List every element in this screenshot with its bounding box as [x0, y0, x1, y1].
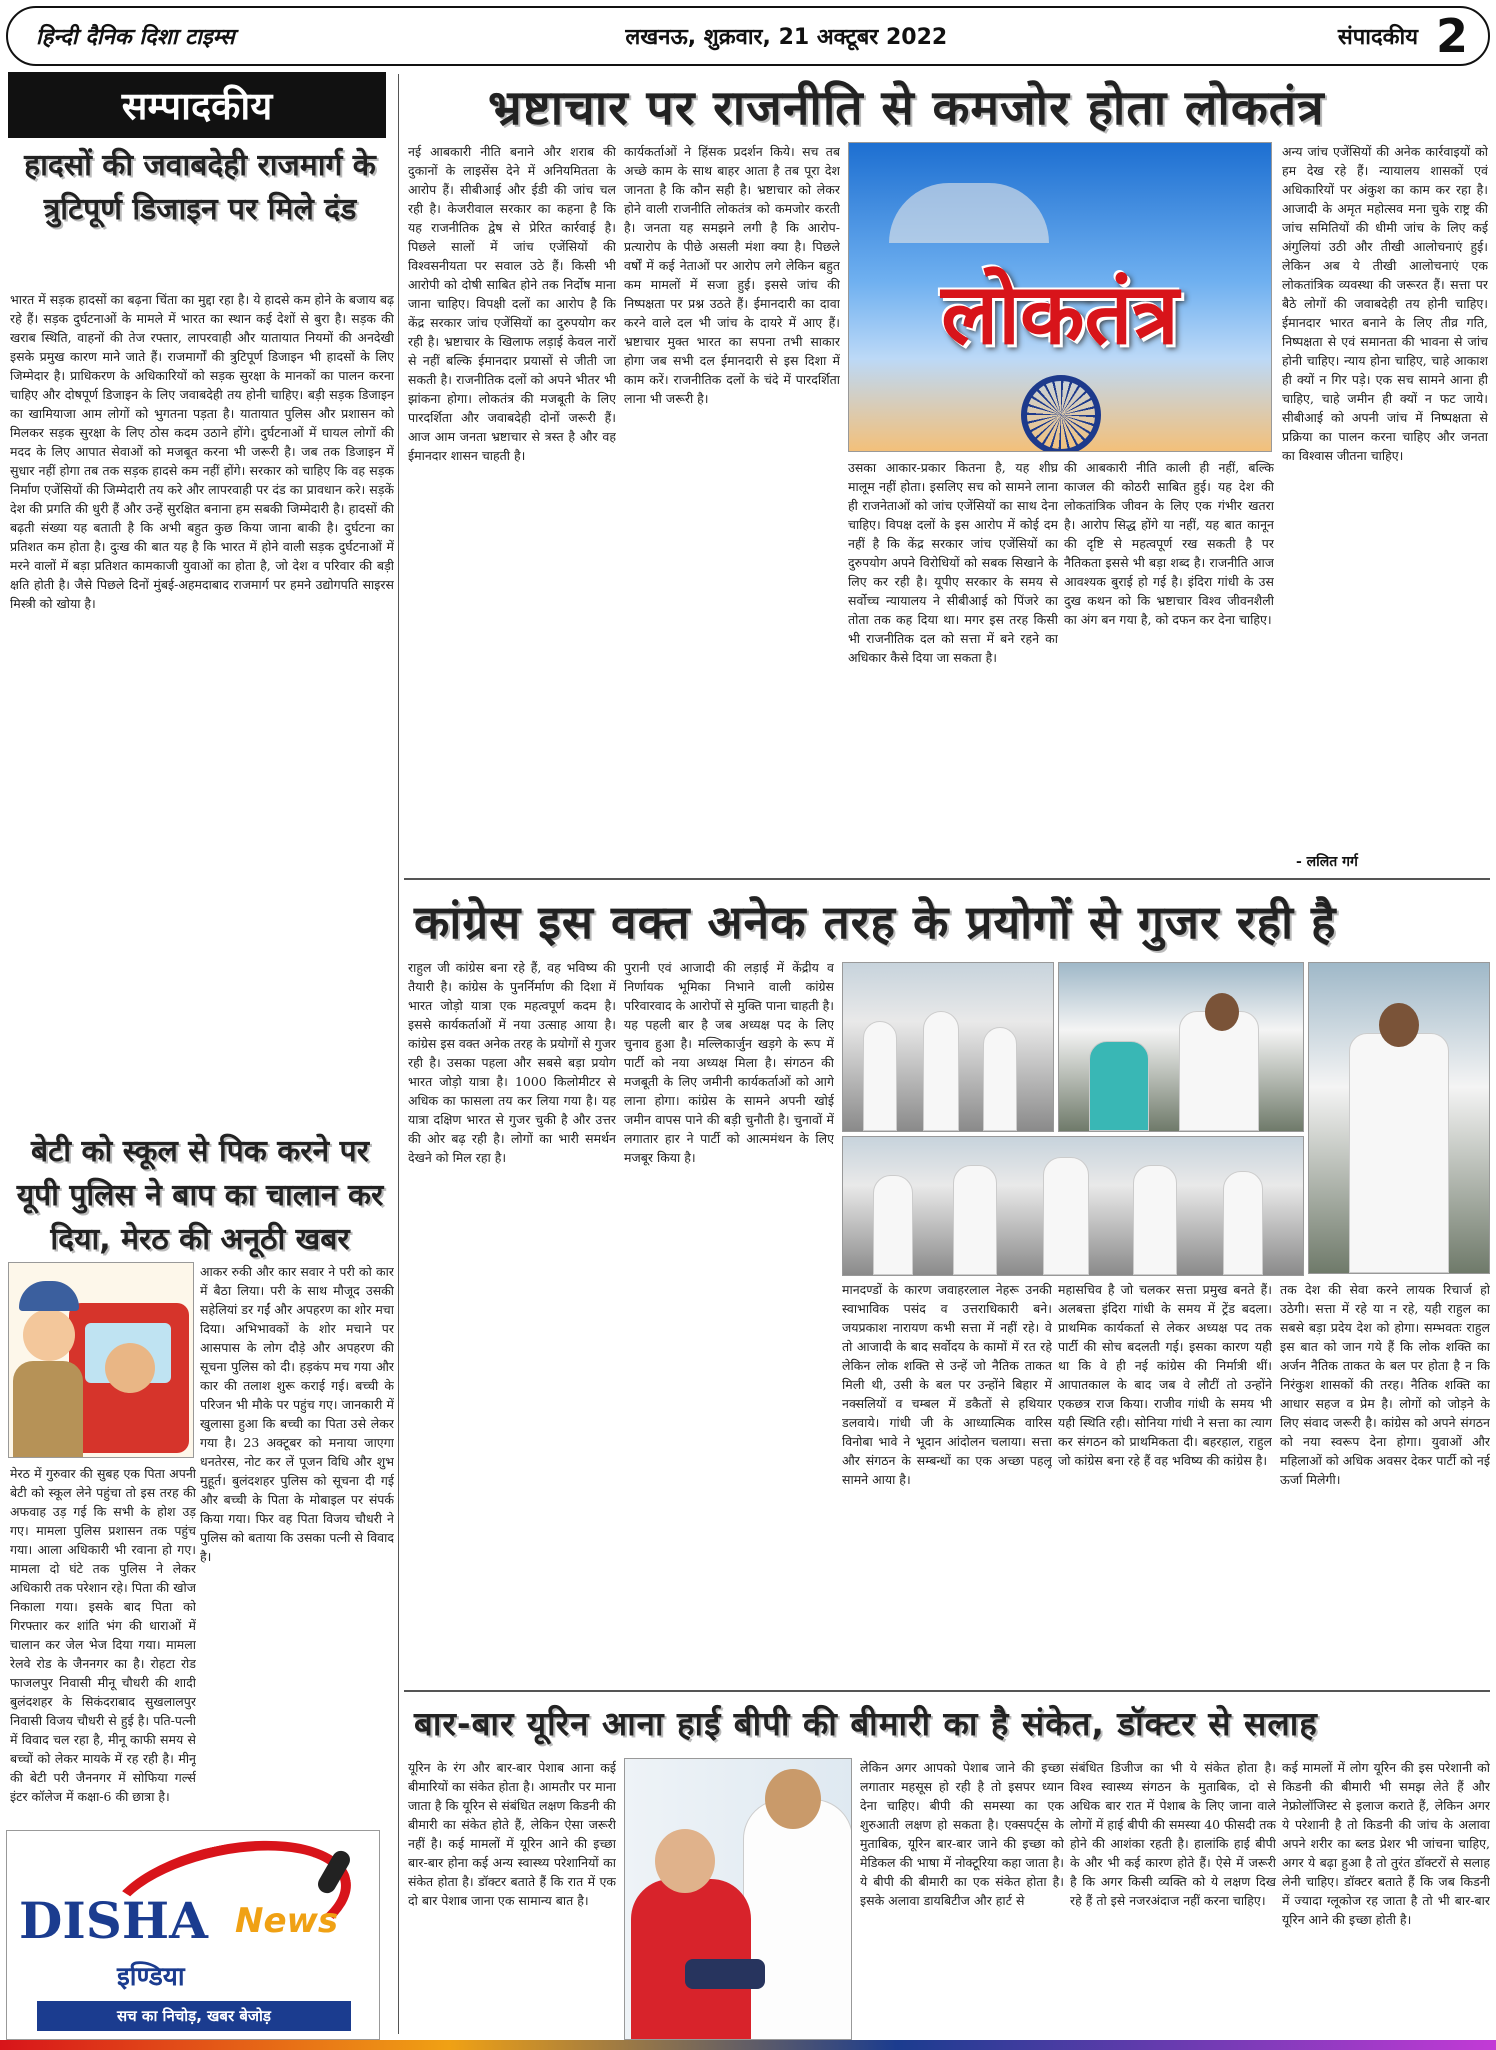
parliament-dome: [889, 183, 1049, 243]
editorial-headline: हादसों की जवाबदेही राजमार्ग के त्रुटिपूर्ण डिजाइन पर मिले दंड: [24, 148, 376, 227]
logo-word-disha: DISHA: [19, 1891, 208, 1950]
author-byline: - ललित गर्ग: [1296, 854, 1358, 870]
health-col-3: संबंधित डिजीज का भी ये संकेत होता है। विश्व स्वास्थ्य संगठन के मुताबिक, दो से अधिक बार रात में पेशाब के लिए जाना वाले लोगों में हाई बीपी की समस्या 40 फीसदी तक होने की आशंका रहती है। हालांकि हाई बीपी के और भी कई कारण होते हैं। ऐसे में जरूरी है कि अगर किसी व्यक्ति को ये लक्षण दिख रहे हैं तो इसे नजरअंदाज नहीं करना चाहिए।: [1070, 1760, 1276, 1908]
section-divider: [404, 878, 1490, 880]
health-col-4: कई मामलों में लोग यूरिन की इस परेशानी को किडनी की बीमारी भी समझ लेते हैं और नेफ्रोलॉजिस्ट से इलाज कराते हैं, लेकिन अगर ये परेशानी है तो किडनी की जांच के अलावा अपने शरीर का ब्लड प्रेशर भी जांचना चाहिए, अगर ये बढ़ा हुआ है तो तुरंत डॉक्टरों से सलाह लेनी चाहिए। डॉक्टर बताते हैं कि जब किडनी में ज्यादा ग्लूकोज रह जाता है तो भी बार-बार यूरिन आने की इच्छा होती है।: [1282, 1760, 1490, 1927]
health-headline: बार-बार यूरिन आना हाई बीपी की बीमारी का है संकेत, डॉक्टर से सलाह: [414, 1704, 1318, 1743]
congress-col-5: तक देश की सेवा करने लायक रिचार्ज हो उठेगी। सत्ता में रहे या न रहे, यही राहुल का सबसे बड़ा प्रदेय देश को होगा। सम्भवतः राहुल इस बात को जान गये हैं कि लोक शक्ति का अर्जन नैतिक ताकत के बल पर होता है न कि निरंकुश शासकों की तरह। नैतिक शक्ति का आधार सहज व प्रेम है। लोगों को जोड़ने के लिए संवाद जरूरी है। कांग्रेस को अपने संगठन को नया स्वरूप देना होगा। युवाओं और महिलाओं को अधिक अवसर देकर पार्टी को नई ऊर्जा मिलेगी।: [1280, 1282, 1490, 1487]
yatra-photo-3: [1308, 962, 1490, 1274]
marcher: [923, 1011, 959, 1131]
main-headline: भ्रष्टाचार पर राजनीति से कमजोर होता लोकतंत्र: [488, 80, 1325, 136]
doctor-head: [765, 1769, 821, 1829]
masthead: [6, 6, 1490, 66]
congress-col-3: मानदण्डों के कारण जवाहरलाल नेहरू उनकी स्वाभाविक पसंद व उत्तराधिकारी बने। जयप्रकाश नारायण कभी सत्ता में नहीं रहे। वे तो आजादी के बाद सर्वोदय के कामों में रत रहे लेकिन लोक शक्ति से उन्हें जो नैतिक ताकत मिली थी, उसी के बल पर उन्होंने बिहार में नक्सलियों व चम्बल में डकैतों से हथियार डलवाये। गांधी जी के आध्यात्मिक वारिस विनोबा भावे ने भूदान आंदोलन चलाया। सत्ता और संगठन के सम्बन्धों का एक अच्छा पहलू सामने आया है।: [842, 1282, 1052, 1487]
cop-hat: [19, 1281, 79, 1311]
date-line: लखनऊ, शुक्रवार, 21 अक्टूबर 2022: [625, 25, 948, 50]
marcher: [873, 1175, 913, 1275]
leader-head: [1205, 993, 1239, 1031]
paper-name: हिन्दी दैनिक दिशा टाइम्स: [36, 25, 235, 50]
leader: [1349, 1033, 1449, 1273]
doctor-coat: [743, 1799, 852, 2040]
doctor-bp-image: [624, 1758, 852, 2040]
ashoka-chakra-icon: [1021, 375, 1101, 452]
editorial-body: भारत में सड़क हादसों का बढ़ना चिंता का मुद्दा रहा है। ये हादसे कम होने के बजाय बढ़ रहे हैं। सड़क दुर्घटनाओं के मामले में भारत का स्थान कई देशों से बुरा है। सड़क की खराब स्थिति, वाहनों की तेज रफ्तार, लापरवाही और यातायात नियमों की अनदेखी इसके प्रमुख कारण माने जाते हैं। राजमार्गों की त्रुटिपूर्ण डिजाइन भी हादसों के लिए जिम्मेदार है। प्राधिकरण के अधिकारियों को सड़क सुरक्षा के मानकों का पालन करना चाहिए और दोषपूर्ण डिजाइन के लिए जवाबदेही तय होनी चाहिए। बड़ी सड़क डिजाइन का खामियाजा आम लोगों को भुगतना पड़ता है। यातायात पुलिस और प्रशासन को मिलकर सड़क सुरक्षा के लिए ठोस कदम उठाने होंगे। दुर्घटनाओं में घायल लोगों की मदद के लिए आपात सेवाओं को मजबूत करना भी जरूरी है। जब तक डिजाइन में सुधार नहीं होगा तब तक सड़क हादसे कम नहीं होंगे। सरकार को चाहिए कि वह सड़क निर्माण एजेंसियों की जिम्मेदारी तय करे और लापरवाही पर दंड का प्रावधान करे। सड़कें देश की प्रगति की धुरी हैं और उन्हें सुरक्षित बनाना हम सबकी जिम्मेदारी है। हादसों की बढ़ती संख्या यह बताती है कि अभी बहुत कुछ किया जाना बाकी है। दुर्घटना का प्रतिशत कम होता है। दुःख की बात यह है कि भारत में होने वाली सड़क दुर्घटनाओं में मरने वालों में बड़ा प्रतिशत कामकाजी युवाओं का होता है, जो देश व परिवार की बड़ी क्षति होती है। जैसे पिछले दिनों मुंबई-अहमदाबाद राजमार्ग पर हमने उद्योगपति साइरस मिस्त्री को खोया है।: [10, 292, 394, 611]
marcher: [1223, 1171, 1263, 1275]
leader-head: [1379, 1003, 1419, 1047]
main-col-1: नई आबकारी नीति बनाने और शराब की दुकानों के लाइसेंस देने में अनियमितता के आरोप हैं। सीबीआई और ईडी की जांच चल रही है। केजरीवाल सरकार का कहना है कि यह राजनीतिक द्वेष से प्रेरित कार्रवाई है। पिछले सालों में जांच एजेंसियों की विश्वसनीयता पर सवाल उठे हैं। किसी भी आरोपी को दोषी साबित होने तक निर्दोष माना जाना चाहिए। विपक्षी दलों का आरोप है कि केंद्र सरकार जांच एजेंसियों का दुरुपयोग कर रही है। भ्रष्टाचार के खिलाफ लड़ाई केवल नारों से नहीं बल्कि ईमानदार प्रयासों से जीती जा सकती है। राजनीतिक दलों को अपने भीतर भी झांकना होगा। लोकतंत्र की मजबूती के लिए पारदर्शिता और जवाबदेही दोनों जरूरी हैं। आज आम जनता भ्रष्टाचार से त्रस्त है और वह ईमानदार शासन चाहती है।: [408, 144, 616, 463]
loktantra-text: लोकतंत्र: [941, 265, 1179, 363]
logo-tagline: सच का निचोड़, खबर बेजोड़: [37, 2001, 351, 2031]
main-col-2: कार्यकर्ताओं ने हिंसक प्रदर्शन किये। सच तब अच्छे काम के साथ बाहर आता है तब पूरा देश जानता है कि कौन सही है। भ्रष्टाचार को लेकर होने वाली राजनीति लोकतंत्र को कमजोर करती है। जनता यह समझने लगी है कि आरोप-प्रत्यारोप के पीछे असली मंशा क्या है। पिछले वर्षों में कई नेताओं पर आरोप लगे लेकिन बहुत कम मामलों में सजा हुई। इससे जांच की निष्पक्षता पर प्रश्न उठते हैं। ईमानदारी का दावा करने वाले दल भी जांच के दायरे में आए हैं। भ्रष्टाचार मुक्त भारत का सपना तभी साकार होगा जब सभी दल ईमानदारी से इस दिशा में काम करें। राजनीतिक दलों के चंदे में पारदर्शिता लाना भी जरूरी है।: [624, 144, 840, 406]
disha-news-logo: [6, 1830, 380, 2040]
police-cartoon: [8, 1262, 194, 1458]
section-divider: [404, 1690, 1490, 1692]
section-label: संपादकीय: [1337, 25, 1418, 50]
yatra-photo-4: [842, 1136, 1304, 1276]
news-headline: बेटी को स्कूल से पिक करने पर यूपी पुलिस ने बाप का चालान कर दिया, मेरठ की अनूठी खबर: [16, 1134, 384, 1257]
loktantra-image: [848, 142, 1272, 452]
health-col-2: लेकिन अगर आपको पेशाब जाने की इच्छा लगातार महसूस हो रही है तो इसपर ध्यान देना चाहिए। बीपी की समस्या का एक शुरुआती लक्षण हो सकता है। एक्सपर्ट्स के मुताबिक, यूरिन बार-बार जाने की इच्छा को मेडिकल की भाषा में नोक्टूरिया कहा जाता है। ये बीपी की बीमारी का एक संकेत होता है। इसके अलावा डायबिटीज और हार्ट से: [860, 1760, 1064, 1908]
congress-col-1: राहुल जी कांग्रेस बना रहे हैं, वह भविष्य की तैयारी है। कांग्रेस के पुनर्निर्माण की दिशा में भारत जोड़ो यात्रा एक महत्वपूर्ण कदम है। इससे कार्यकर्ताओं में नया उत्साह आया है। कांग्रेस इस वक्त अनेक तरह के प्रयोगों से गुजर रही है। उसका पहला और सबसे बड़ा प्रयोग भारत जोड़ो यात्रा है। 1000 किलोमीटर से अधिक का फासला तय कर लिया गया है। यह यात्रा दक्षिण भारत से गुजर चुकी है और उत्तर की ओर बढ़ रही है। लोगों का भारी समर्थन देखने को मिल रहा है।: [408, 960, 616, 1165]
yatra-photo-1: [842, 962, 1054, 1132]
girl: [1089, 1041, 1149, 1131]
patient-head: [655, 1829, 715, 1893]
cop-body: [13, 1361, 83, 1458]
bottom-color-strip: [0, 2040, 1496, 2050]
news-body-a: मेरठ में गुरुवार की सुबह एक पिता अपनी बेटी को स्कूल लेने पहुंचा तो इस तरह की अफवाह उड़ गई कि सभी के होश उड़ गए। मामला पुलिस प्रशासन तक पहुंच गया। आला अधिकारी भी रवाना हो गए। मामला दो घंटे तक पुलिस ने लेकर अधिकारी तक परेशान रहे। पिता की खोज निकाला गया। इसके बाद पिता को गिरफ्तार कर शांति भंग की धाराओं में चालान कर जेल भेज दिया गया। मामला रेलवे रोड के जैननगर का है। रोहटा रोड फाजलपुर निवासी मीनू चौधरी की शादी बुलंदशहर के सिकंदराबाद सुखलालपुर निवासी विजय चौधरी से हुई है। पति-पत्नी में विवाद चल रहा है, मीनू काफी समय से बच्चों को लेकर मायके में रह रही है। मीनू की बेटी परी जैननगर में सोफिया गर्ल्स इंटर कॉलेज में कक्षा-6 की छात्रा है।: [10, 1466, 196, 1804]
marcher: [1133, 1165, 1177, 1275]
column-rule: [398, 74, 399, 2034]
section-box: सम्पादकीय: [8, 72, 386, 138]
logo-word-news: News: [235, 1901, 339, 1941]
congress-headline: कांग्रेस इस वक्त अनेक तरह के प्रयोगों से गुजर रही है: [414, 895, 1337, 949]
page-number: 2: [1435, 9, 1468, 63]
main-col-3: उसका आकार-प्रकार कितना है, यह शीघ्र मालूम नहीं होता। इसलिए सच को सामने लाना ही राजनेताओं को जांच एजेंसियों का साथ देना चाहिए। विपक्ष दलों के इस आरोप में कोई दम नहीं है कि केंद्र सरकार जांच एजेंसियों का दुरुपयोग अपने विरोधियों को सबक सिखाने के लिए कर रही है। यूपीए सरकार के समय से सर्वोच्च न्यायालय ने सीबीआई को पिंजरे का तोता तक कह दिया था। मगर इस तरह किसी भी राजनीतिक दल को सत्ता में बने रहने का अधिकार कैसे दिया जा सकता है।: [848, 460, 1058, 665]
news-body-b: आकर रुकी और कार सवार ने परी को कार में बैठा लिया। परी के साथ मौजूद उसकी सहेलियां डर गईं और अपहरण का शोर मचा दिया। अभिभावकों के शोर मचाने पर आसपास के लोग दौड़े और अपहरण की सूचना पुलिस को दी। हड़कंप मच गया और कार की तलाश शुरू कराई गई। बच्ची के परिजन भी मौके पर पहुंच गए। जानकारी में खुलासा हुआ कि बच्ची का पिता उसे लेकर गया है। 23 अक्टूबर को मनाया जाएगा धनतेरस, नोट कर लें पूजन विधि और शुभ मुहूर्त। बुलंदशहर पुलिस को सूचना दी गई और बच्ची के पिता के मोबाइल पर संपर्क किया गया। फिर वह पिता विजय चौधरी ने पुलिस को बताया कि उसका पत्नी से विवाद है।: [200, 1264, 394, 1564]
yatra-photo-2: [1058, 962, 1304, 1132]
driver-face: [105, 1343, 155, 1393]
marcher: [953, 1165, 997, 1275]
logo-word-india: इण्डिया: [117, 1962, 185, 1992]
main-col-4: की आबकारी नीति काली ही नहीं, बल्कि काजल की कोठरी साबित हुई। यह देश की लोकतांत्रिक जीवन के लिए एक गंभीर खतरा है। आरोप सिद्ध होंगे या नहीं, यह बात कानून की दृष्टि से महत्वपूर्ण रख सकती है पर नैतिकता इससे भी बड़ा शब्द है। राजनीति आज आवश्यक बुराई हो गई है। इंदिरा गांधी के उस दुख कथन को कि भ्रष्टाचार विश्व जीवनशैली का अंग बन गया है, को दफन कर देना चाहिए।: [1064, 460, 1274, 627]
health-col-1: यूरिन के रंग और बार-बार पेशाब आना कई बीमारियों का संकेत होता है। आमतौर पर माना जाता है कि यूरिन से संबंधित लक्षण किडनी की बीमारी का संकेत होते हैं, लेकिन ऐसा जरूरी नहीं है। कई मामलों में यूरिन आने की इच्छा बार-बार होना कई अन्य स्वास्थ्य परेशानियों का संकेत होता है। डॉक्टर बताते हैं कि रात में एक दो बार पेशाब जाना एक सामान्य बात है।: [408, 1760, 616, 1908]
cop-face: [23, 1309, 75, 1361]
marcher: [983, 1027, 1017, 1131]
marcher: [863, 1021, 897, 1131]
masthead-right: [1338, 9, 1468, 63]
congress-col-4: महासचिव है जो चलकर सत्ता प्रमुख बनते हैं। अलबत्ता इंदिरा गांधी के समय में ट्रेंड बदला। प्राथमिक कार्यकर्ता से लेकर अध्यक्ष पद तक पार्टी की सोच बदलती गई। इसका कारण यही था कि वे ही नई कांग्रेस की निर्मात्री थीं। आपातकाल के बाद जब वे लौटीं तो उन्होंने एकछत्र राज किया। राजीव गांधी के समय भी यही स्थिति रही। सोनिया गांधी ने सत्ता का त्याग कर संगठन को प्राथमिकता दी। बहरहाल, राहुल जो कांग्रेस बना रहे हैं वह भविष्य की कांग्रेस है।: [1058, 1282, 1272, 1468]
congress-col-2: पुरानी एवं आजादी की लड़ाई में केंद्रीय व निर्णायक भूमिका निभाने वाली कांग्रेस परिवारवाद के आरोपों से मुक्ति पाना चाहती है। यह पहली बार है जब अध्यक्ष पद के लिए चुनाव हुआ है। मल्लिकार्जुन खड़गे के रूप में पार्टी को नया अध्यक्ष मिला है। संगठन की मजबूती के लिए जमीनी कार्यकर्ताओं को आगे लाना होगा। कांग्रेस के सामने अपनी खोई जमीन वापस पाने की बड़ी चुनौती है। चुनावों में लगातार हार ने पार्टी को आत्ममंथन के लिए मजबूर किया है।: [624, 960, 834, 1165]
marcher: [1043, 1157, 1089, 1275]
main-col-5: अन्य जांच एजेंसियों की अनेक कार्रवाइयों को हम देख रहे हैं। न्यायालय शासकों एवं अधिकारियों पर अंकुश का काम कर रहा है। आजादी के अमृत महोत्सव मना चुके राष्ट्र की जांच समितियों की धीमी जांच के लिए कई अंगुलियां उठी और तीखी आलोचनाएं हुई। लेकिन अब ये तीखी आलोचनाएं एक लोकतांत्रिक व्यवस्था की जरूरत हैं। सत्ता पर बैठे लोगों की जवाबदेही तय होनी चाहिए। ईमानदार भारत बनाने के लिए तीव्र गति, निष्पक्षता से एवं समानता की भावना से जांच होनी चाहिए। न्याय होना चाहिए, चाहे आकाश ही क्यों न गिर पड़े। एक सच सामने आना ही चाहिए, चाहे जमीन ही क्यों न फट जाये। सीबीआई को अपनी जांच में निष्पक्षता से प्रक्रिया का पालन करना चाहिए और जनता का विश्वास जीतना चाहिए।: [1282, 144, 1488, 463]
bp-cuff-icon: [685, 1959, 765, 1989]
